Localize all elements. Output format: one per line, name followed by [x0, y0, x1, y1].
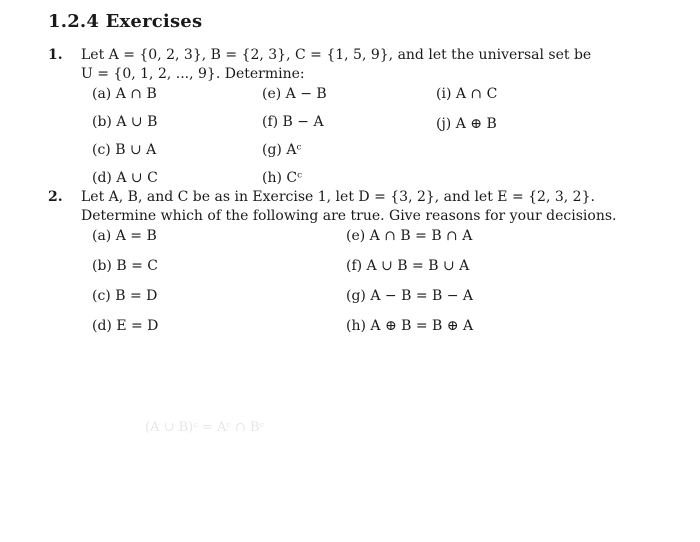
- exercise-2-item-b: (b) B = C: [92, 258, 158, 274]
- exercise-1-item-g: (g) Aᶜ: [262, 142, 302, 158]
- exercise-2-line-1: Let A, B, and C be as in Exercise 1, let D = {3, 2}, and let E = {2, 3, 2}.: [81, 189, 595, 205]
- faint-bleed-text: (A ∪ B)ᶜ = Aᶜ ∩ Bᶜ: [145, 420, 264, 435]
- exercise-1-item-e: (e) A − B: [262, 86, 327, 102]
- exercise-1-item-i: (i) A ∩ C: [436, 86, 498, 102]
- exercise-1-item-d: (d) A ∪ C: [92, 170, 158, 186]
- exercise-2-item-e: (e) A ∩ B = B ∩ A: [346, 228, 473, 244]
- exercise-1-line-2: U = {0, 1, 2, ..., 9}. Determine:: [81, 66, 305, 82]
- exercise-2-item-c: (c) B = D: [92, 288, 158, 304]
- exercise-1-item-a: (a) A ∩ B: [92, 86, 157, 102]
- exercise-2-number: 2.: [48, 189, 63, 205]
- exercise-1-line-1: Let A = {0, 2, 3}, B = {2, 3}, C = {1, 5, 9}, and let the universal set be: [81, 47, 592, 63]
- exercise-2-item-d: (d) E = D: [92, 318, 159, 334]
- exercise-2-item-a: (a) A = B: [92, 228, 157, 244]
- exercise-2-item-h: (h) A ⊕ B = B ⊕ A: [346, 318, 474, 334]
- exercise-1-number: 1.: [48, 47, 63, 63]
- exercise-2-line-2: Determine which of the following are true. Give reasons for your decisions.: [81, 208, 617, 224]
- section-title: 1.2.4 Exercises: [48, 11, 203, 32]
- exercise-1-item-b: (b) A ∪ B: [92, 114, 158, 130]
- exercise-2-item-f: (f) A ∪ B = B ∪ A: [346, 258, 470, 274]
- exercise-1-item-f: (f) B − A: [262, 114, 324, 130]
- exercise-1-item-c: (c) B ∪ A: [92, 142, 157, 158]
- exercise-1-item-j: (j) A ⊕ B: [436, 116, 497, 132]
- exercise-1-item-h: (h) Cᶜ: [262, 170, 302, 186]
- exercise-2-item-g: (g) A − B = B − A: [346, 288, 474, 304]
